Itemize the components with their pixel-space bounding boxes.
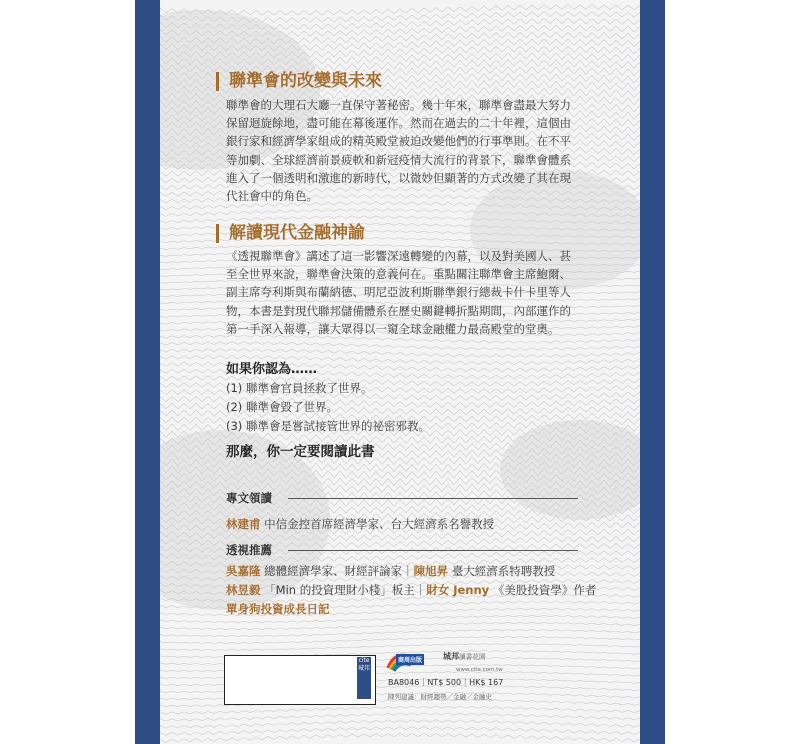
recommender-name: 單身狗投資成長日記: [226, 602, 330, 616]
cite-vertical-logo: [357, 657, 371, 699]
barcode-box: [224, 655, 376, 705]
section2-line: 物，本書是對現代聯邦儲備體系在歷史關鍵轉折點期間，內部運作的: [226, 303, 571, 318]
guide-line: [226, 516, 494, 532]
section2-line: 第一手深入報導，讓大眾得以一窺全球金融權力最高殿堂的堂奧。: [226, 321, 560, 336]
section1-line: 聯準會的大理石大廳一直保守著秘密。幾十年來，聯準會盡最大努力: [226, 98, 571, 112]
recommend-line-1: [226, 563, 555, 579]
recommend-divider: [288, 550, 578, 551]
section1-line: 進入了一個透明和激進的新時代，以微妙但顯著的方式改變了其在現: [226, 170, 571, 185]
recommender-desc: 《美股投資學》作者: [492, 583, 597, 597]
section1-body: [226, 96, 598, 205]
if-item-3: (3) 聯準會是嘗試接管世界的祕密邪教。: [226, 419, 430, 433]
guide-desc: 中信金控首席經濟學家、台大經濟系名譽教授: [264, 517, 495, 531]
section1-line: 等加劇、全球經濟前景疲軟和新冠疫情大流行的背景下，聯準會體系: [226, 152, 571, 167]
recommend-label: 透視推薦: [226, 543, 272, 557]
brand-name: 城邦: [443, 652, 459, 661]
recommender-name: 吳嘉隆: [226, 564, 261, 578]
recommend-line-2: [226, 582, 596, 598]
section1-line: 代社會中的角色。: [226, 189, 318, 204]
shelving-suggestion: 陳列建議：財經趨勢／金融／金融史: [388, 693, 492, 701]
if-you-think-heading: 如果你認為……: [226, 362, 318, 377]
website-text: www.cite.com.tw: [456, 667, 503, 673]
price-line: BA8046｜NT$ 500｜HK$ 167: [388, 678, 504, 687]
guide-divider: [288, 498, 578, 499]
section2-line: 至全世界來說，聯準會決策的意義何在。重點關注聯準會主席鮑爾、: [226, 267, 571, 282]
guide-name: 林建甫: [226, 517, 261, 531]
recommend-line-3: [226, 601, 330, 617]
section2-heading: 解讀現代金融神諭: [216, 224, 365, 243]
recommender-name: 財女 Jenny: [426, 583, 490, 597]
section1-heading: 聯準會的改變與未來: [216, 72, 382, 91]
section1-line: 銀行家和經濟學家組成的精英殿堂被迫改變他們的行事準則。在不平: [226, 134, 571, 149]
publisher-logo: [386, 650, 424, 672]
back-cover-panel: [160, 0, 640, 744]
section2-line: 《透視聯準會》講述了這一影響深遠轉變的內幕，以及對美國人、甚: [226, 249, 571, 263]
recommender-desc: 總體經濟學家、財經評論家｜: [264, 564, 414, 578]
section1-line: 保留迴旋餘地，盡可能在幕後運作。然而在過去的二十年裡，這個由: [226, 116, 571, 131]
brand-sub: 讀書花園: [459, 653, 486, 661]
conclusion-text: 那麼，你一定要閱讀此書: [226, 444, 375, 460]
back-cover-content: [160, 0, 640, 744]
recommender-name: 林昱毅: [226, 583, 261, 597]
publisher-logo-text: 商周出版: [396, 654, 424, 665]
if-item-2: (2) 聯準會毀了世界。: [226, 400, 338, 414]
recommender-desc: 「Min 的投資理財小棧」板主｜: [264, 583, 427, 597]
section2-body: [226, 247, 598, 338]
recommender-desc: 臺大經濟系特聘教授: [451, 564, 556, 578]
recommender-name: 陳旭昇: [413, 564, 449, 578]
cite-vertical-logo-text: cite城邦: [357, 657, 370, 672]
guide-label: 專文領讀: [226, 491, 272, 505]
section2-line: 副主席夸利斯與布蘭納德、明尼亞波利斯聯準銀行總裁卡什卡里等人: [226, 285, 571, 300]
if-item-1: (1) 聯準會官員拯救了世界。: [226, 381, 373, 395]
brand-logo: [443, 651, 486, 662]
